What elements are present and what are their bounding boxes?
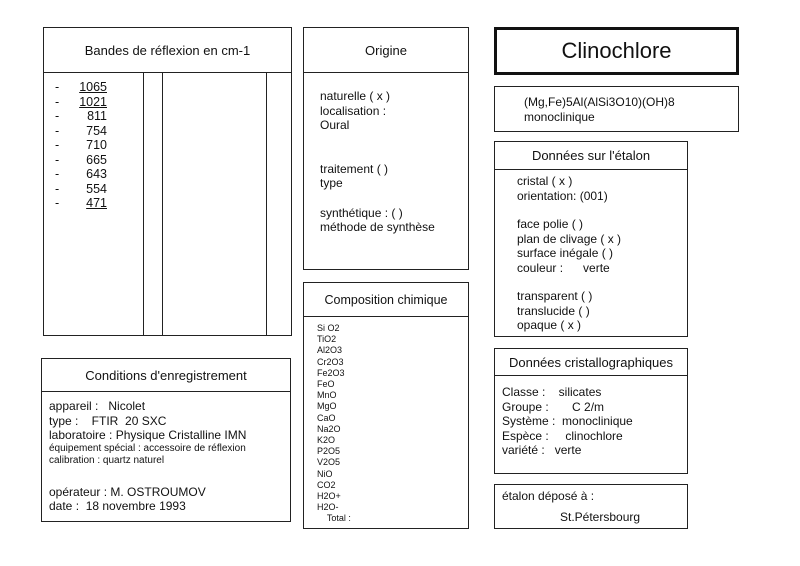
bands-title: Bandes de réflexion en cm-1 (84, 42, 251, 58)
band-dash: - (55, 181, 60, 196)
band-dash: - (55, 167, 60, 181)
composition-item: H2O- (317, 502, 339, 513)
band-dash: - (55, 138, 60, 152)
bands-list (55, 80, 107, 211)
band-row (55, 138, 107, 153)
composition-item: K2O (317, 435, 336, 446)
composition-title: Composition chimique (324, 292, 448, 307)
composition-header (304, 283, 468, 317)
band-dash: - (55, 80, 60, 94)
type-instrument-field: type : FTIR 20 SXC (49, 413, 167, 428)
type-field: type (320, 176, 343, 190)
band-dash: - (55, 109, 60, 123)
composition-panel (303, 282, 469, 529)
conditions-title: Conditions d'enregistrement (85, 367, 247, 383)
conditions-body (49, 399, 246, 514)
band-dash: - (55, 123, 60, 138)
cristallo-title: Données cristallographiques (508, 354, 674, 370)
composition-item: Cr2O3 (317, 356, 344, 367)
band-value: 710 (86, 138, 107, 152)
composition-item: Total : (317, 513, 351, 524)
mineral-name: Clinochlore (561, 38, 672, 63)
composition-item: Si O2 (317, 323, 340, 333)
composition-list (317, 323, 351, 525)
origine-body (320, 89, 435, 235)
etalon-title: Données sur l'étalon (531, 148, 651, 163)
appareil-field: appareil : Nicolet (49, 399, 146, 413)
composition-item: Al2O3 (317, 345, 343, 356)
formula-body (524, 95, 675, 124)
band-value: 471 (86, 196, 107, 210)
bands-header (44, 28, 291, 73)
orientation-field: orientation: (001) (517, 188, 608, 203)
couleur-field: couleur : verte (517, 260, 610, 275)
band-value: 754 (86, 123, 107, 138)
band-row (55, 124, 107, 139)
etalon-header (495, 142, 687, 170)
mineral-name-box (494, 27, 739, 75)
plan-clivage-field: plan de clivage ( x ) (517, 231, 622, 246)
band-value: 554 (86, 181, 107, 196)
face-polie-field: face polie ( ) (517, 217, 584, 231)
espece-field: Espèce : clinochlore (502, 428, 623, 443)
localisation-field: localisation : (320, 103, 387, 118)
systeme-field: Système : monoclinique (502, 414, 633, 428)
cristal-field: cristal ( x ) (517, 174, 573, 188)
laboratoire-field: laboratoire : Physique Cristalline IMN (49, 428, 247, 442)
equipement-field: équipement spécial : accessoire de réflexion (49, 442, 246, 454)
operateur-field: opérateur : M. OSTROUMOV (49, 484, 206, 499)
bands-column-divider-1 (143, 72, 144, 335)
origine-header (304, 28, 468, 73)
bands-column-divider-3 (266, 72, 267, 335)
band-row (55, 109, 107, 124)
band-row (55, 95, 107, 110)
cristallo-body (502, 385, 633, 458)
etalon-body (517, 174, 621, 333)
composition-item: P2O5 (317, 446, 341, 457)
bands-panel (43, 27, 292, 336)
methode-field: méthode de synthèse (320, 220, 435, 234)
traitement-field: traitement ( ) (320, 161, 389, 176)
localisation-value: Oural (320, 118, 350, 132)
etalon-panel (494, 141, 688, 337)
composition-item: CaO (317, 412, 336, 423)
band-dash: - (55, 196, 60, 210)
origine-panel (303, 27, 469, 270)
composition-item: MgO (317, 401, 337, 412)
synthetique-field: synthétique : ( ) (320, 205, 403, 220)
conditions-panel (41, 358, 291, 522)
chemical-formula: (Mg,Fe)5Al(AlSi3O10)(OH)8 (524, 95, 675, 109)
bands-column-divider-2 (162, 72, 163, 335)
composition-item: CO2 (317, 479, 336, 490)
band-row (55, 196, 107, 211)
translucide-field: translucide ( ) (517, 303, 590, 318)
band-row (55, 167, 107, 182)
composition-item: NiO (317, 468, 333, 479)
band-row (55, 80, 107, 95)
depot-label: étalon déposé à : (502, 489, 595, 503)
cristallo-panel (494, 348, 688, 474)
band-row (55, 182, 107, 197)
naturelle-field: naturelle ( x ) (320, 89, 391, 103)
composition-item: Fe2O3 (317, 367, 345, 378)
composition-item: Na2O (317, 423, 341, 434)
depot-location: St.Pétersbourg (560, 510, 641, 524)
band-value: 811 (87, 109, 107, 123)
origine-title: Origine (365, 42, 407, 58)
crystal-system: monoclinique (524, 109, 595, 124)
classe-field: Classe : silicates (502, 385, 602, 399)
variete-field: variété : verte (502, 443, 582, 457)
cristallo-header (495, 349, 687, 376)
date-field: date : 18 novembre 1993 (49, 499, 186, 513)
band-value: 665 (86, 152, 107, 167)
surface-field: surface inégale ( ) (517, 246, 614, 260)
formula-box (494, 86, 739, 132)
band-value: 1021 (79, 94, 107, 109)
composition-item: MnO (317, 390, 337, 401)
groupe-field: Groupe : C 2/m (502, 399, 605, 414)
composition-item: TiO2 (317, 334, 337, 345)
opaque-field: opaque ( x ) (517, 318, 582, 332)
transparent-field: transparent ( ) (517, 289, 593, 303)
composition-item: FeO (317, 379, 335, 390)
band-dash: - (55, 152, 60, 167)
band-dash: - (55, 94, 60, 109)
composition-item: H2O+ (317, 491, 341, 502)
composition-item: V2O5 (317, 457, 341, 468)
band-value: 643 (86, 167, 107, 181)
calibration-field: calibration : quartz naturel (49, 454, 165, 466)
band-row (55, 153, 107, 168)
conditions-header (42, 359, 290, 392)
band-value: 1065 (79, 80, 107, 94)
depot-panel (494, 484, 688, 529)
